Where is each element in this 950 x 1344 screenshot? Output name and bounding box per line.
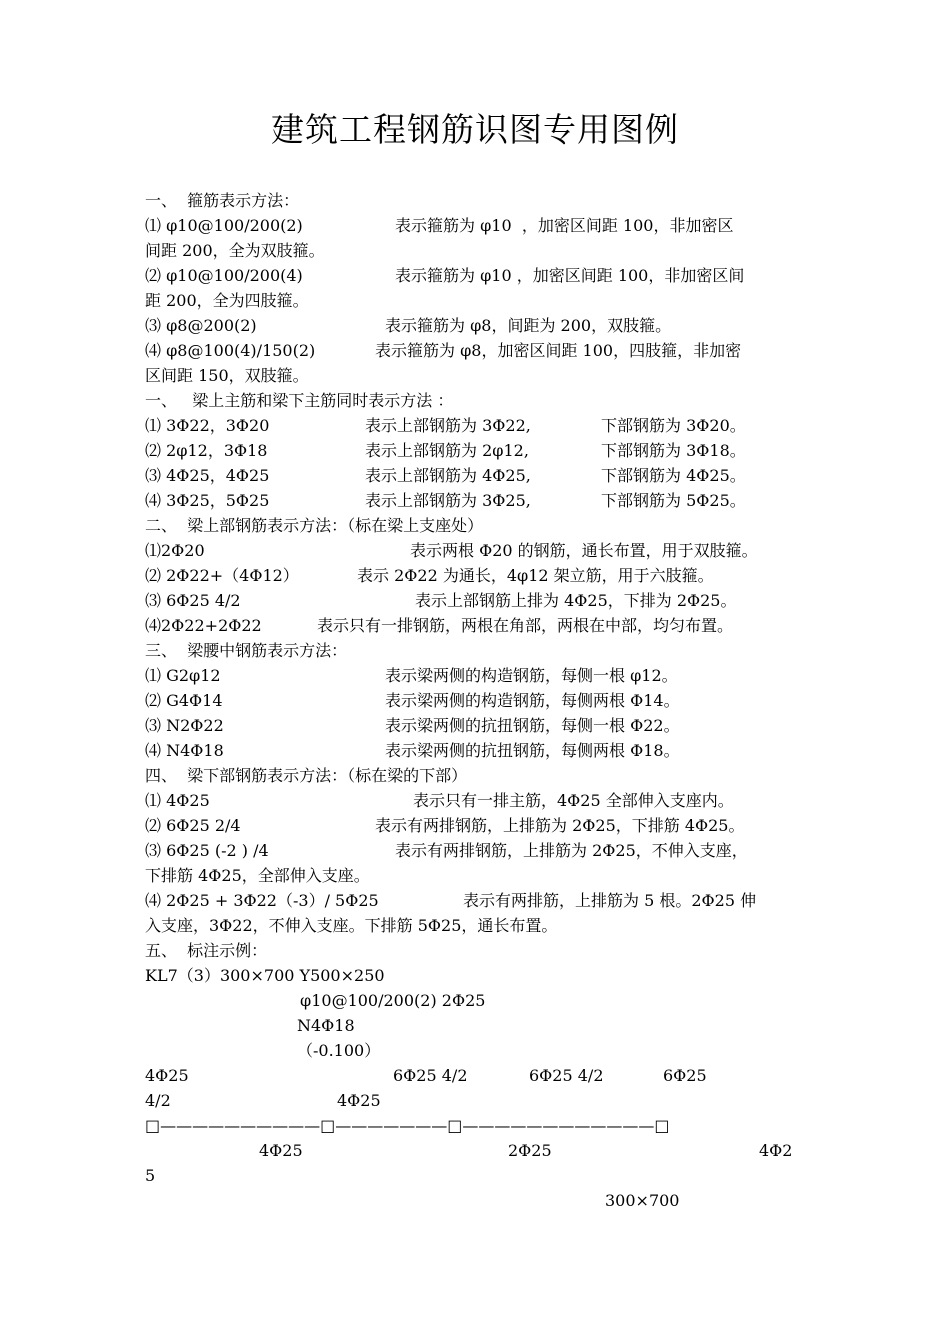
text-line: 下排筋 4Φ25，全部伸入支座。 [145,866,370,885]
text-line: 入支座，3Φ22，不伸入支座。下排筋 5Φ25，通长布置。 [145,916,558,935]
description: 表示梁两侧的抗扭钢筋，每侧两根 Φ18。 [385,741,680,760]
description: 表示上部钢筋为 4Φ25, [365,466,531,485]
description-bottom: 下部钢筋为 4Φ25。 [601,466,746,485]
section-size-label [145,1188,815,1213]
page-title: 建筑工程钢筋识图专用图例 [271,110,679,149]
description: 表示只有一排钢筋，两根在角部，两根在中部，均匀布置。 [317,616,734,635]
text-line: 五、 标注示例： [145,941,268,960]
waist-bar-item-4 [145,738,815,763]
description: 表示梁两侧的构造钢筋，每侧一根 φ12。 [385,666,678,685]
description-bottom: 下部钢筋为 5Φ25。 [601,491,746,510]
stirrup-item-4 [145,338,815,363]
bottom-bar-item-3 [145,838,815,863]
text-line: 一、 箍筋表示方法： [145,191,300,210]
description: 表示有两排筋，上排筋为 5 根。2Φ25 伸 [463,891,757,910]
text-line: （-0.100） [297,1041,381,1060]
description: 表示上部钢筋上排为 4Φ25，下排为 2Φ25。 [415,591,737,610]
text-line: KL7（3）300×700 Y500×250 [145,966,385,985]
text-line: 4Φ25 [259,1141,303,1160]
text-line: 6Φ25 4/2 [529,1066,604,1085]
notation: ⑵ φ10@100/200(4) [145,266,303,285]
notation: ⑵ 6Φ25 2/4 [145,816,241,835]
notation: ⑴ 3Φ22，3Φ20 [145,416,270,435]
beam-label [145,963,815,988]
text-line [145,363,815,388]
section-heading-main-bars [145,388,815,413]
notation: ⑴ 4Φ25 [145,791,210,810]
description: 表示上部钢筋为 3Φ22, [365,416,531,435]
text-line: 4Φ2 [759,1141,793,1160]
text-line [145,238,815,263]
span-bottom-labels [145,1138,815,1163]
main-bar-item-2 [145,438,815,463]
text-line: 二、 梁上部钢筋表示方法：（标在梁上支座处） [145,516,484,535]
beam-waist-label [145,1013,815,1038]
description: 表示上部钢筋为 3Φ25, [365,491,531,510]
notation: ⑴ G2φ12 [145,666,221,685]
beam-elevation-label [145,1038,815,1063]
section-heading-waist-bars [145,638,815,663]
description: 表示两根 Φ20 的钢筋，通长布置，用于双肢箍。 [410,541,758,560]
notation: ⑶ 6Φ25 (-2 ) /4 [145,841,269,860]
notation: ⑵ G4Φ14 [145,691,223,710]
description: 表示箍筋为 φ8，加密区间距 100，四肢箍，非加密 [375,341,742,360]
text-line: 5 [145,1166,156,1185]
text-line: 6Φ25 [663,1066,707,1085]
description: 表示 2Φ22 为通长，4φ12 架立筋，用于六肢箍。 [357,566,714,585]
beam-stirrup-label [145,988,815,1013]
top-bar-item-4 [145,613,815,638]
notation: ⑴ φ10@100/200(2) [145,216,303,235]
text-line [145,1163,815,1188]
notation: ⑷ 2Φ25 + 3Φ22（-3）/ 5Φ25 [145,891,379,910]
description: 表示有两排钢筋，上排筋为 2Φ25，下排筋 4Φ25。 [375,816,745,835]
beam-line-text: □——————————□———————□————————————□ [145,1116,670,1135]
main-bar-item-3 [145,463,815,488]
text-line: 4/2 [145,1091,171,1110]
text-line: 一、 梁上主筋和梁下主筋同时表示方法 ： [145,391,454,410]
text-line: 2Φ25 [508,1141,552,1160]
notation: ⑷ N4Φ18 [145,741,224,760]
support-top-labels-2 [145,1088,815,1113]
notation: ⑵ 2φ12，3Φ18 [145,441,268,460]
support-top-labels [145,1063,815,1088]
text-line: 300×700 [605,1191,680,1210]
bottom-bar-item-1 [145,788,815,813]
notation: ⑷2Φ22+2Φ22 [145,616,262,635]
text-line: 间距 200，全为双肢箍。 [145,241,325,260]
top-bar-item-1 [145,538,815,563]
text-line: 三、 梁腰中钢筋表示方法： [145,641,348,660]
description-bottom: 下部钢筋为 3Φ20。 [601,416,746,435]
notation: ⑷ φ8@100(4)/150(2) [145,341,316,360]
description: 表示箍筋为 φ10 ，加密区间距 100，非加密区 [395,216,734,235]
text-line: 6Φ25 4/2 [393,1066,468,1085]
section-heading-example [145,938,815,963]
waist-bar-item-2 [145,688,815,713]
description: 表示只有一排主筋，4Φ25 全部伸入支座内。 [413,791,734,810]
bottom-bar-item-4 [145,888,815,913]
text-line [145,913,815,938]
description: 表示箍筋为 φ10 ，加密区间距 100，非加密区间 [395,266,745,285]
description: 表示梁两侧的构造钢筋，每侧两根 Φ14。 [385,691,680,710]
text-line [145,863,815,888]
description: 表示梁两侧的抗扭钢筋，每侧一根 Φ22。 [385,716,680,735]
text-line: 4Φ25 [337,1091,381,1110]
notation: ⑶ 6Φ25 4/2 [145,591,241,610]
notation: ⑶ φ8@200(2) [145,316,257,335]
section-heading-top-bars [145,513,815,538]
text-line: 区间距 150，双肢箍。 [145,366,309,385]
description: 表示有两排钢筋，上排筋为 2Φ25，不伸入支座， [395,841,748,860]
stirrup-item-2 [145,263,815,288]
text-line [145,288,815,313]
section-heading-stirrup [145,188,815,213]
description: 表示箍筋为 φ8，间距为 200，双肢箍。 [385,316,672,335]
text-line: φ10@100/200(2) 2Φ25 [300,991,486,1010]
notation: ⑶ 4Φ25，4Φ25 [145,466,270,485]
stirrup-item-3 [145,313,815,338]
document-body [145,188,815,1213]
main-bar-item-4 [145,488,815,513]
notation: ⑷ 3Φ25，5Φ25 [145,491,270,510]
text-line: 四、 梁下部钢筋表示方法：（标在梁的下部） [145,766,468,785]
waist-bar-item-1 [145,663,815,688]
top-bar-item-3 [145,588,815,613]
stirrup-item-1 [145,213,815,238]
description: 表示上部钢筋为 2φ12, [365,441,529,460]
text-line: 距 200，全为四肢箍。 [145,291,309,310]
waist-bar-item-3 [145,713,815,738]
notation: ⑶ N2Φ22 [145,716,224,735]
section-heading-bottom-bars [145,763,815,788]
notation: ⑵ 2Φ22+（4Φ12） [145,566,299,585]
notation: ⑴2Φ20 [145,541,205,560]
text-line: 4Φ25 [145,1066,189,1085]
text-line: N4Φ18 [297,1016,355,1035]
bottom-bar-item-2 [145,813,815,838]
description-bottom: 下部钢筋为 3Φ18。 [601,441,746,460]
beam-line [145,1113,815,1138]
main-bar-item-1 [145,413,815,438]
top-bar-item-2 [145,563,815,588]
